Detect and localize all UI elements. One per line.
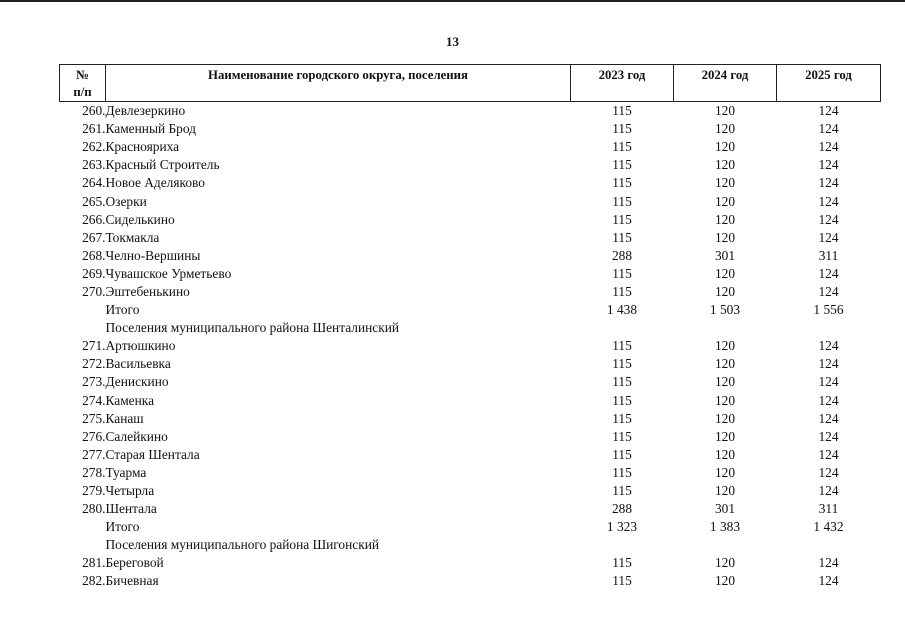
row-name: Бичевная <box>105 573 159 589</box>
row-name: Каменка <box>105 392 155 408</box>
row-value-2023: 115 <box>612 483 632 499</box>
table-row <box>60 518 881 536</box>
row-value-2024: 120 <box>714 157 736 173</box>
row-value-2024 <box>674 536 777 554</box>
row-value-2023: 115 <box>612 175 632 191</box>
row-value-2025: 1 556 <box>813 302 844 318</box>
row-value-2023: 115 <box>612 193 632 209</box>
row-value-2024: 120 <box>714 229 736 245</box>
row-value-2024: 120 <box>714 573 736 589</box>
header-number-line1: № <box>76 68 89 82</box>
row-value-2023: 115 <box>612 139 632 155</box>
row-value-2024: 120 <box>714 211 736 227</box>
row-value-2025: 1 432 <box>813 519 844 535</box>
table-row <box>60 211 881 229</box>
row-value-2025: 124 <box>818 446 839 462</box>
row-value-2024: 120 <box>714 103 736 119</box>
table-row <box>60 138 881 156</box>
row-number: 277. <box>82 446 106 462</box>
row-number: 279. <box>82 483 106 499</box>
row-name: Озерки <box>105 193 147 209</box>
table-row <box>60 229 881 247</box>
row-number <box>60 536 106 554</box>
data-table <box>59 64 881 591</box>
table-row <box>60 500 881 518</box>
row-value-2024: 120 <box>714 175 736 191</box>
row-number: 275. <box>82 410 106 426</box>
table-row <box>60 102 881 121</box>
table-row <box>60 265 881 283</box>
row-value-2023: 115 <box>612 573 632 589</box>
row-value-2025: 124 <box>818 139 839 155</box>
row-value-2024: 120 <box>714 139 736 155</box>
row-value-2025: 124 <box>818 211 839 227</box>
row-number: 270. <box>82 283 106 299</box>
row-value-2024: 120 <box>714 121 736 137</box>
row-value-2023: 1 323 <box>606 519 638 535</box>
row-number: 280. <box>82 501 106 517</box>
row-value-2023: 115 <box>612 374 632 390</box>
row-name: Старая Шентала <box>105 446 200 462</box>
row-number <box>60 518 106 536</box>
table-row <box>60 554 881 572</box>
row-value-2023: 115 <box>612 555 632 571</box>
row-number: 267. <box>82 229 106 245</box>
row-number: 274. <box>82 392 106 408</box>
row-value-2025: 124 <box>818 103 839 119</box>
header-name: Наименование городского округа, поселения <box>106 65 571 102</box>
row-value-2023: 115 <box>612 157 632 173</box>
table-row <box>60 192 881 210</box>
row-number: 260. <box>82 103 106 119</box>
row-value-2024: 120 <box>714 374 736 390</box>
row-name: Шентала <box>105 501 157 517</box>
row-name: Каменный Брод <box>105 121 196 137</box>
row-value-2024: 120 <box>714 338 736 354</box>
row-value-2024: 120 <box>714 483 736 499</box>
row-value-2025: 124 <box>818 193 839 209</box>
row-name: Туарма <box>105 464 147 480</box>
row-name: Салейкино <box>105 428 168 444</box>
row-value-2025: 124 <box>818 410 839 426</box>
row-value-2024: 120 <box>714 392 736 408</box>
table-row <box>60 464 881 482</box>
row-name: Поселения муниципального района Шигонский <box>105 537 380 553</box>
table-row <box>60 283 881 301</box>
row-value-2024: 1 503 <box>709 302 741 318</box>
row-value-2025: 124 <box>818 374 839 390</box>
row-value-2025: 124 <box>818 392 839 408</box>
row-number <box>60 301 106 319</box>
row-number: 272. <box>82 356 106 372</box>
table-row <box>60 482 881 500</box>
row-name: Новое Аделяково <box>105 175 205 191</box>
row-value-2025: 124 <box>818 356 839 372</box>
row-number <box>60 319 106 337</box>
row-value-2025: 124 <box>818 265 839 281</box>
row-value-2025 <box>777 319 881 337</box>
table-row <box>60 319 881 337</box>
row-name: Канаш <box>105 410 144 426</box>
row-number: 276. <box>82 428 106 444</box>
row-value-2024: 301 <box>714 501 736 517</box>
row-value-2024: 120 <box>714 428 736 444</box>
row-value-2023: 288 <box>611 501 633 517</box>
row-value-2023 <box>571 536 674 554</box>
table-row <box>60 156 881 174</box>
row-name: Васильевка <box>105 356 171 372</box>
row-value-2023: 288 <box>611 247 633 263</box>
header-2023: 2023 год <box>571 65 674 102</box>
header-2025: 2025 год <box>777 65 881 102</box>
row-name: Поселения муниципального района Шенталинский <box>105 320 400 336</box>
table-row <box>60 536 881 554</box>
row-value-2024: 120 <box>714 265 736 281</box>
header-2024: 2024 год <box>674 65 777 102</box>
row-number: 266. <box>82 211 106 227</box>
table-row <box>60 428 881 446</box>
row-name: Итого <box>105 302 140 318</box>
row-value-2023: 115 <box>612 229 632 245</box>
header-number-line2: п/п <box>73 85 92 99</box>
row-value-2025: 124 <box>818 121 839 137</box>
row-value-2023: 115 <box>612 428 632 444</box>
row-number: 265. <box>82 193 106 209</box>
table-row <box>60 247 881 265</box>
row-value-2024: 120 <box>714 283 736 299</box>
row-name: Эштебенькино <box>105 283 190 299</box>
row-name: Береговой <box>105 555 164 571</box>
row-name: Красный Строитель <box>105 157 220 173</box>
row-value-2025: 124 <box>818 573 839 589</box>
row-value-2023: 115 <box>612 103 632 119</box>
table-row <box>60 355 881 373</box>
row-value-2025: 124 <box>818 483 839 499</box>
row-value-2025: 124 <box>818 428 839 444</box>
row-value-2023: 115 <box>612 410 632 426</box>
table-header-row <box>60 65 881 102</box>
table-row <box>60 392 881 410</box>
table-row <box>60 446 881 464</box>
top-border-line <box>0 0 905 2</box>
row-value-2025: 311 <box>818 247 839 263</box>
row-value-2024 <box>674 319 777 337</box>
row-number: 268. <box>82 247 106 263</box>
row-number: 281. <box>82 555 106 571</box>
row-number: 264. <box>82 175 106 191</box>
row-value-2024: 120 <box>714 446 736 462</box>
row-number: 261. <box>82 121 106 137</box>
row-number: 262. <box>82 139 106 155</box>
row-value-2023: 115 <box>612 446 632 462</box>
row-name: Девлезеркино <box>105 103 186 119</box>
row-value-2025: 124 <box>818 157 839 173</box>
row-value-2025: 311 <box>818 501 839 517</box>
table-row <box>60 572 881 590</box>
row-value-2024: 120 <box>714 410 736 426</box>
row-value-2024: 301 <box>714 247 736 263</box>
row-name: Четырла <box>105 483 155 499</box>
table-row <box>60 373 881 391</box>
row-number: 273. <box>82 374 106 390</box>
table-row <box>60 120 881 138</box>
row-value-2023: 115 <box>612 338 632 354</box>
table-row <box>60 337 881 355</box>
row-value-2023: 115 <box>612 464 632 480</box>
header-number <box>60 65 106 102</box>
row-value-2025: 124 <box>818 283 839 299</box>
row-number: 263. <box>82 157 106 173</box>
row-value-2025 <box>777 536 881 554</box>
table-row <box>60 410 881 428</box>
row-name: Краснояриха <box>105 139 180 155</box>
row-value-2024: 120 <box>714 555 736 571</box>
row-name: Токмакла <box>105 229 160 245</box>
table-row <box>60 174 881 192</box>
row-value-2024: 120 <box>714 193 736 209</box>
page-number: 13 <box>446 34 459 49</box>
row-value-2023: 115 <box>612 392 632 408</box>
row-name: Чувашское Урметьево <box>105 265 232 281</box>
row-name: Челно-Вершины <box>105 247 201 263</box>
row-value-2023: 115 <box>612 356 632 372</box>
row-value-2023: 1 438 <box>606 302 638 318</box>
row-number: 282. <box>82 573 106 589</box>
row-number: 271. <box>82 338 106 354</box>
row-value-2025: 124 <box>818 464 839 480</box>
row-value-2023: 115 <box>612 265 632 281</box>
row-name: Денискино <box>105 374 169 390</box>
table-row <box>60 301 881 319</box>
row-name: Сиделькино <box>105 211 175 227</box>
row-value-2024: 1 383 <box>709 519 741 535</box>
row-value-2024: 120 <box>714 356 736 372</box>
row-value-2023: 115 <box>612 211 632 227</box>
row-name: Артюшкино <box>105 338 176 354</box>
row-number: 269. <box>82 265 106 281</box>
row-value-2023 <box>571 319 674 337</box>
table-body <box>60 102 881 591</box>
row-value-2025: 124 <box>818 555 839 571</box>
row-value-2024: 120 <box>714 464 736 480</box>
row-value-2025: 124 <box>818 229 839 245</box>
row-number: 278. <box>82 464 106 480</box>
row-value-2023: 115 <box>612 283 632 299</box>
row-value-2023: 115 <box>612 121 632 137</box>
row-value-2025: 124 <box>818 338 839 354</box>
row-value-2025: 124 <box>818 175 839 191</box>
row-name: Итого <box>105 519 140 535</box>
